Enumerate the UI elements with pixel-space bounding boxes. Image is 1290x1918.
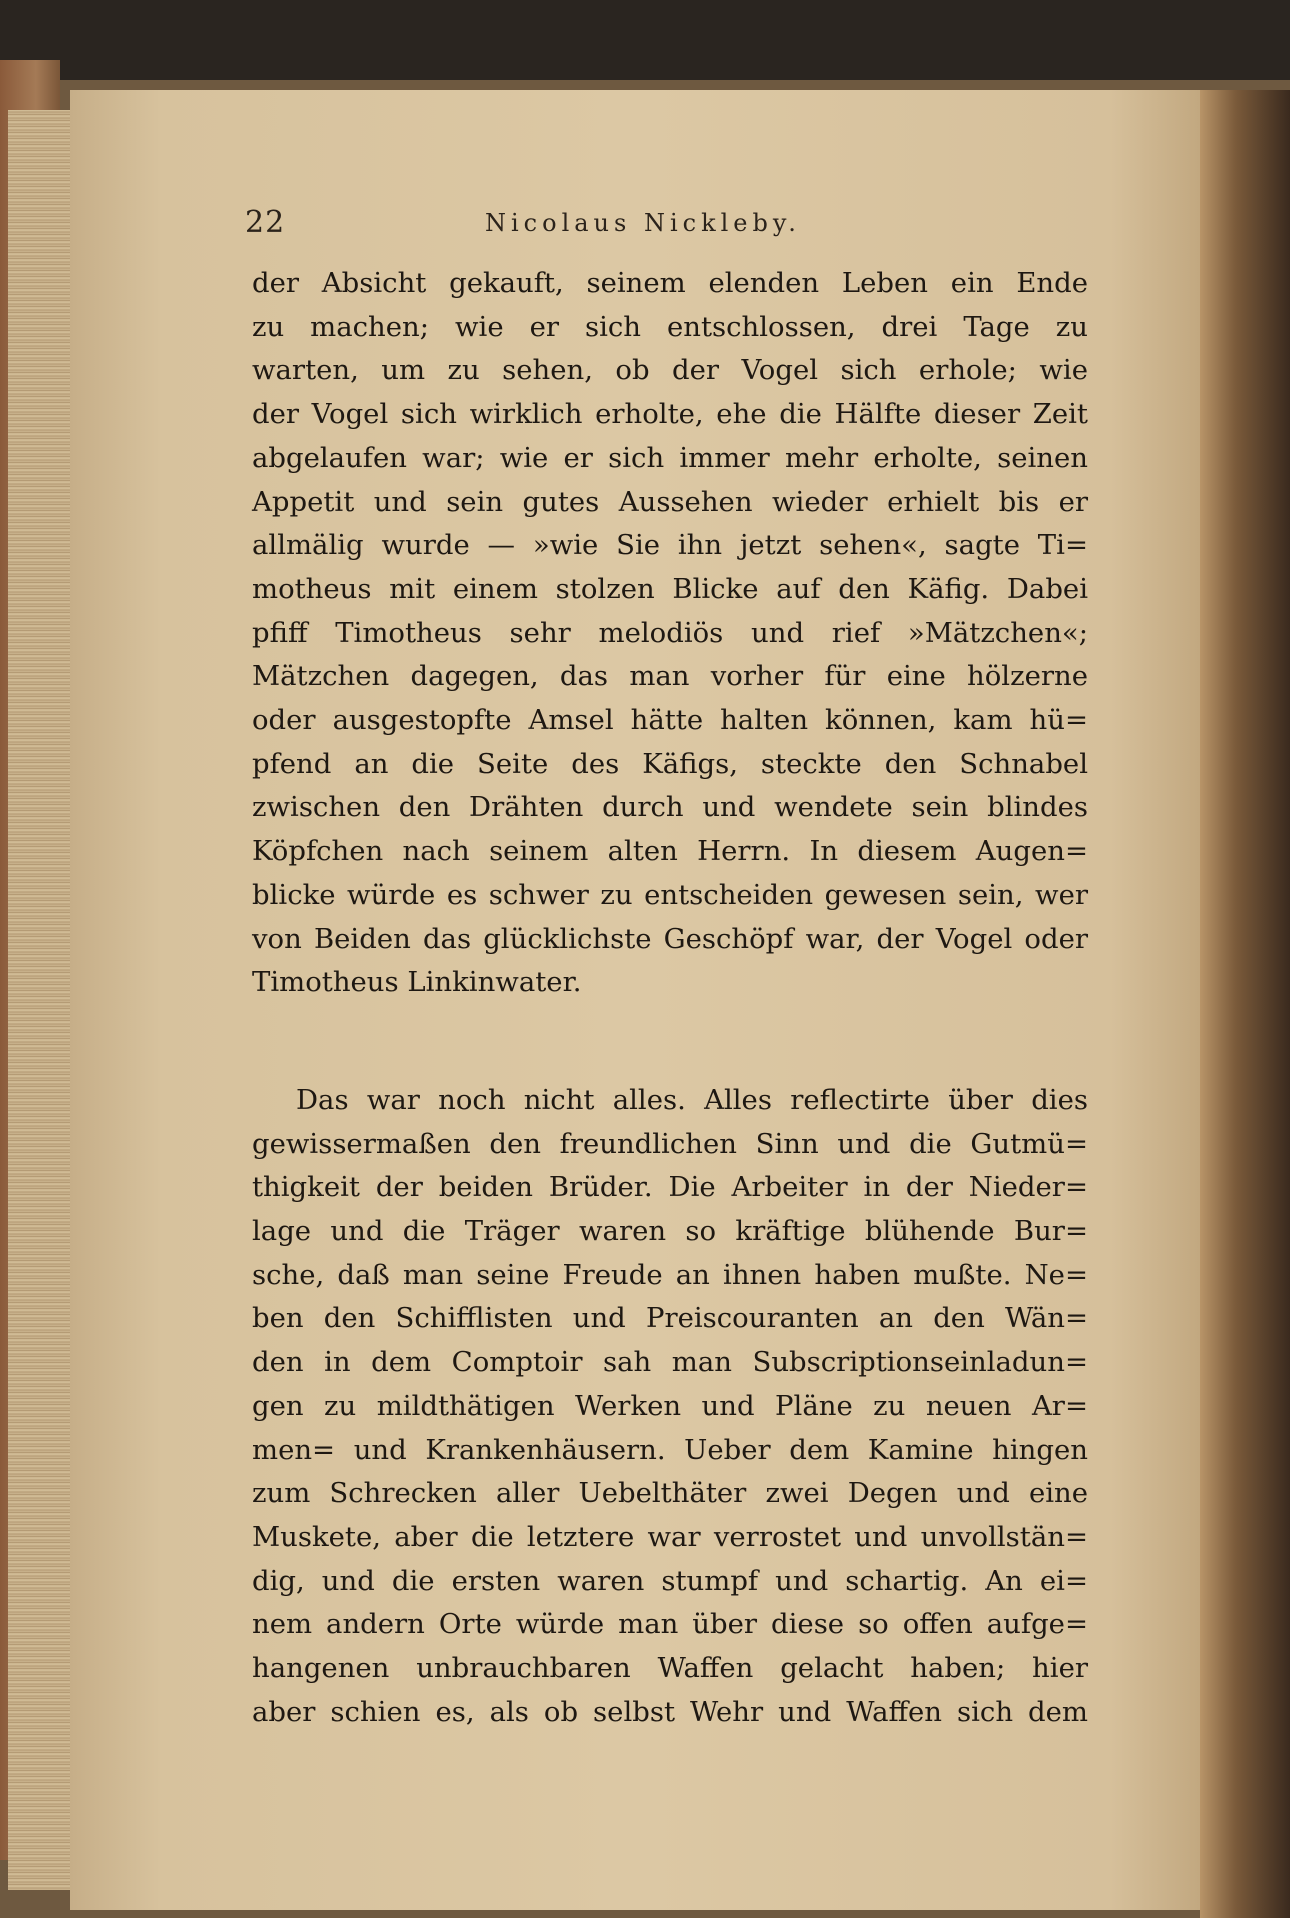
text-line: den in dem Comptoir sah man Subscriptionseinladun= — [252, 1346, 1088, 1379]
text-line: ben den Schifflisten und Preiscouranten an den Wän= — [252, 1302, 1088, 1335]
page-header — [245, 205, 1095, 255]
text-line: Muskete, aber die letztere war verrostet und unvollstän= — [252, 1520, 1088, 1553]
paragraph-2 — [252, 1079, 1088, 1735]
text-line: zu machen; wie er sich entschlossen, drei Tage zu — [252, 310, 1088, 343]
text-line: von Beiden das glücklichste Geschöpf war, der Vogel oder — [252, 922, 1088, 955]
text-line: allmälig wurde — »wie Sie ihn jetzt sehen«, sagte Ti= — [252, 529, 1088, 562]
text-line: thigkeit der beiden Brüder. Die Arbeiter in der Nieder= — [252, 1171, 1088, 1204]
text-line: oder ausgestopfte Amsel hätte halten können, kam hü= — [252, 704, 1088, 737]
text-line: warten, um zu sehen, ob der Vogel sich erhole; wie — [252, 354, 1088, 387]
text-line: Köpfchen nach seinem alten Herrn. In diesem Augen= — [252, 835, 1088, 868]
book-spine-shadow — [1200, 90, 1290, 1918]
text-line: nem andern Orte würde man über diese so offen aufge= — [252, 1608, 1088, 1641]
text-line: der Absicht gekauft, seinem elenden Leben ein Ende — [252, 267, 1088, 299]
text-line: gewissermaßen den freundlichen Sinn und die Gutmü= — [252, 1127, 1088, 1160]
text-line: hangenen unbrauchbaren Waffen gelacht haben; hier — [252, 1652, 1088, 1685]
text-line: motheus mit einem stolzen Blicke auf den Käfig. Dabei — [252, 572, 1088, 605]
text-line: abgelaufen war; wie er sich immer mehr erholte, seinen — [252, 441, 1088, 474]
text-line: sche, daß man seine Freude an ihnen haben mußte. Ne= — [252, 1258, 1088, 1291]
paragraph-gap — [252, 1005, 1088, 1079]
text-line: Appetit und sein gutes Aussehen wieder erhielt bis er — [252, 485, 1088, 518]
text-line: Mätzchen dagegen, das man vorher für eine hölzerne — [252, 660, 1088, 693]
text-line: dig, und die ersten waren stumpf und schartig. An ei= — [252, 1564, 1088, 1597]
text-line: der Vogel sich wirklich erholte, ehe die Hälfte dieser Zeit — [252, 398, 1088, 431]
text-line: zum Schrecken aller Uebelthäter zwei Degen und eine — [252, 1477, 1088, 1510]
text-line: zwischen den Drähten durch und wendete sein blindes — [252, 791, 1088, 824]
text-line: pfiff Timotheus sehr melodiös und rief »Mätzchen«; — [252, 616, 1088, 649]
text-line: aber schien es, als ob selbst Wehr und Waffen sich dem — [252, 1695, 1088, 1728]
text-line: gen zu mildthätigen Werken und Pläne zu neuen Ar= — [252, 1389, 1088, 1422]
page-number: 22 — [245, 205, 286, 240]
paragraph-1 — [252, 262, 1088, 1005]
text-line: men= und Krankenhäusern. Ueber dem Kamine hingen — [252, 1433, 1088, 1466]
text-line: blicke würde es schwer zu entscheiden gewesen sein, wer — [252, 878, 1088, 911]
text-line: Timotheus Linkinwater. — [252, 966, 582, 999]
text-line: lage und die Träger waren so kräftige blühende Bur= — [252, 1215, 1088, 1248]
text-line: Das war noch nicht alles. Alles reflectirte über dies — [296, 1083, 1088, 1116]
text-line: pfend an die Seite des Käfigs, steckte den Schnabel — [252, 747, 1088, 780]
running-title: Nicolaus Nickleby. — [485, 209, 801, 237]
body-text — [252, 262, 1088, 1735]
